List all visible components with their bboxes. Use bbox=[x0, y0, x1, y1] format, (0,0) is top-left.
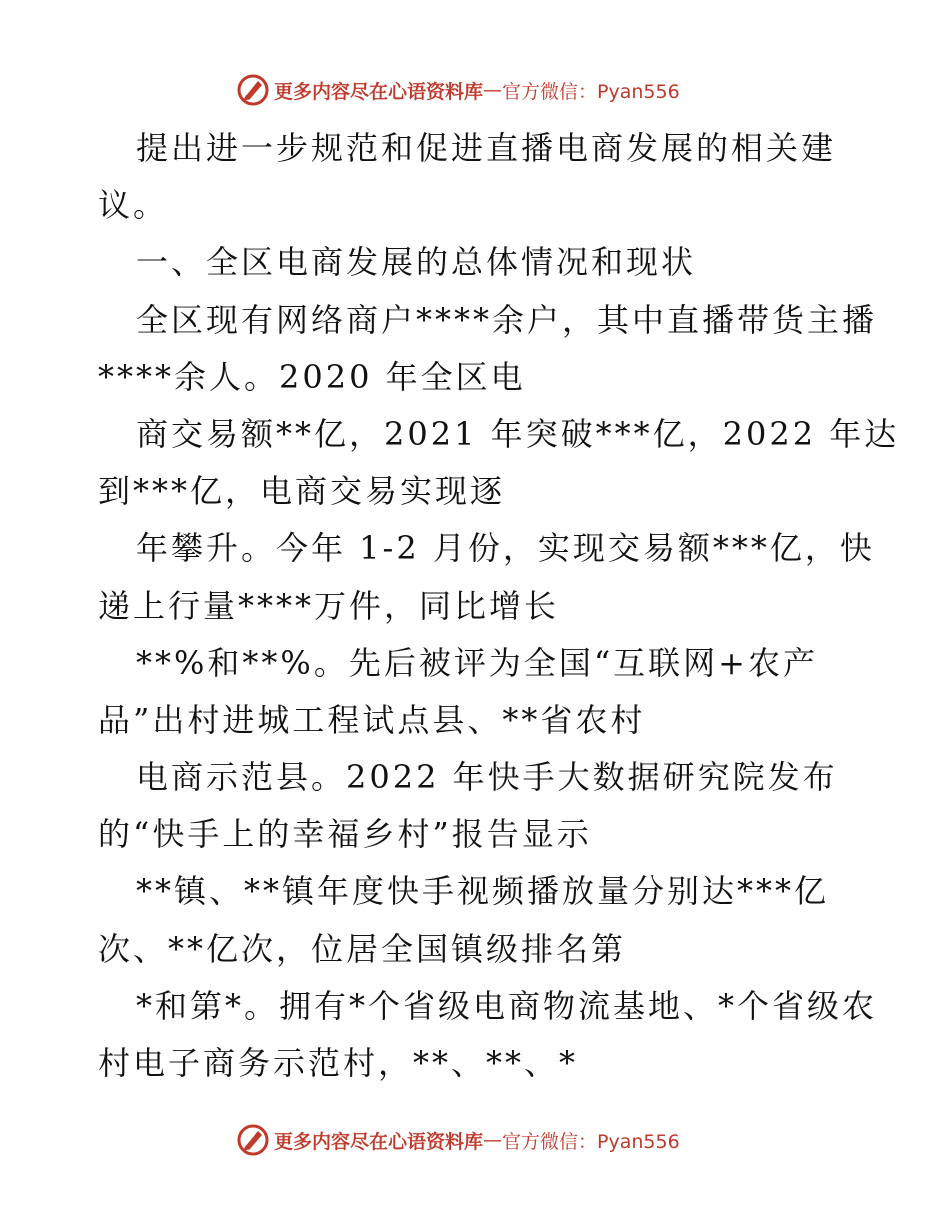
body-text bbox=[98, 120, 900, 1092]
text-line: ****余人。2020 年全区电 bbox=[98, 357, 526, 396]
text-line: 电商示范县。2022 年快手大数据研究院发布 bbox=[136, 758, 838, 797]
watermark-official-text: 官方微信：Pyan556 bbox=[502, 80, 680, 103]
text-line: 的“快手上的幸福乡村”报告显示 bbox=[98, 815, 592, 854]
text-line: 递上行量****万件，同比增长 bbox=[98, 586, 560, 625]
text-line: **镇、**镇年度快手视频播放量分别达***亿 bbox=[136, 872, 830, 911]
text-line: 议。 bbox=[98, 186, 169, 225]
text-line: 次、**亿次，位居全国镇级排名第 bbox=[98, 929, 627, 968]
watermark-site-text: 更多内容尽在心语资料库 bbox=[274, 1130, 484, 1153]
text-line: **%和**%。先后被评为全国“互联网+农产 bbox=[136, 643, 818, 682]
text-line: 全区现有网络商户****余户，其中直播带货主播 bbox=[136, 300, 878, 339]
header-watermark bbox=[236, 73, 716, 107]
text-line: 提出进一步规范和促进直播电商发展的相关建 bbox=[136, 129, 837, 167]
text-line: 年攀升。今年 1-2 月份，实现交易额***亿，快 bbox=[136, 529, 875, 568]
watermark-official-text: 官方微信：Pyan556 bbox=[502, 1130, 680, 1153]
text-line: 村电子商务示范村，**、**、* bbox=[98, 1044, 579, 1082]
watermark-dash: — bbox=[483, 79, 503, 101]
logo-icon bbox=[236, 1123, 270, 1157]
text-line: *和第*。拥有*个省级电商物流基地、*个省级农 bbox=[136, 986, 878, 1025]
text-line: 到***亿，电商交易实现逐 bbox=[98, 472, 506, 511]
section-heading: 一、全区电商发展的总体情况和现状 bbox=[136, 243, 697, 282]
watermark-dash: — bbox=[483, 1129, 503, 1151]
watermark-site-text: 更多内容尽在心语资料库 bbox=[274, 80, 484, 103]
text-line: 品”出村进城工程试点县、**省农村 bbox=[98, 700, 646, 739]
logo-icon bbox=[236, 73, 270, 107]
text-line: 商交易额**亿，2021 年突破***亿，2022 年达 bbox=[136, 414, 900, 453]
footer-watermark bbox=[236, 1123, 716, 1157]
